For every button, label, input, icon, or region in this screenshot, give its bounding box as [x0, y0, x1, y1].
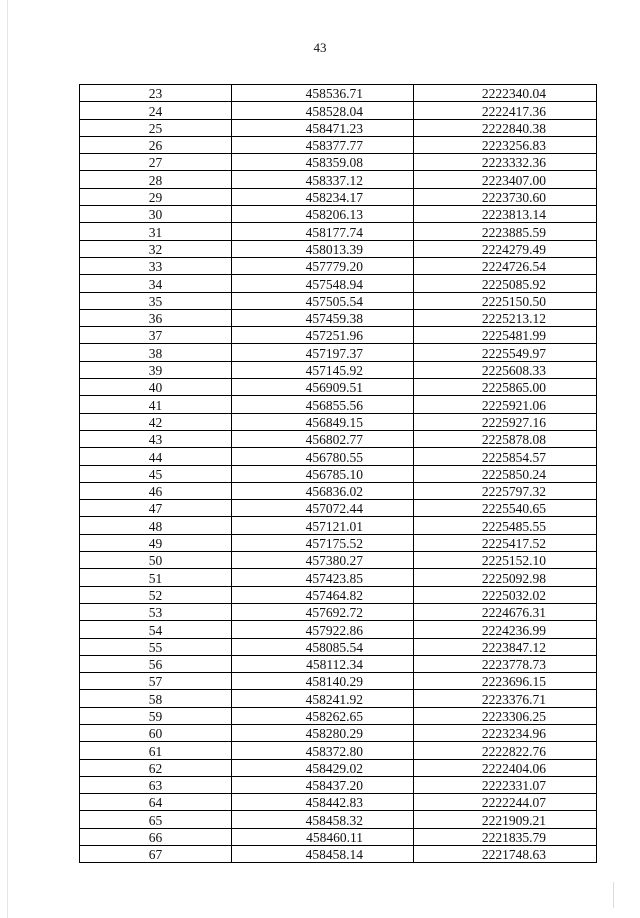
table-row	[80, 603, 597, 620]
table-row	[80, 240, 597, 257]
x-coordinate-cell: 458458.14	[232, 846, 414, 863]
point-number-cell: 65	[80, 811, 232, 828]
x-coordinate-cell: 458337.12	[232, 171, 414, 188]
point-number-cell: 53	[80, 603, 232, 620]
table-row	[80, 846, 597, 863]
x-coordinate-cell: 458437.20	[232, 776, 414, 793]
point-number-cell: 31	[80, 223, 232, 240]
table-row	[80, 517, 597, 534]
point-number-cell: 39	[80, 361, 232, 378]
table-row	[80, 500, 597, 517]
table-row	[80, 396, 597, 413]
table-row	[80, 413, 597, 430]
y-coordinate-cell: 2225921.06	[414, 396, 597, 413]
y-coordinate-cell: 2225213.12	[414, 309, 597, 326]
point-number-cell: 28	[80, 171, 232, 188]
scan-mark	[613, 882, 614, 908]
point-number-cell: 26	[80, 136, 232, 153]
y-coordinate-cell: 2222404.06	[414, 759, 597, 776]
x-coordinate-cell: 457464.82	[232, 586, 414, 603]
x-coordinate-cell: 458241.92	[232, 690, 414, 707]
y-coordinate-cell: 2224676.31	[414, 603, 597, 620]
point-number-cell: 34	[80, 275, 232, 292]
point-number-cell: 57	[80, 673, 232, 690]
table-row	[80, 828, 597, 845]
point-number-cell: 32	[80, 240, 232, 257]
y-coordinate-cell: 2221909.21	[414, 811, 597, 828]
table-row	[80, 85, 597, 102]
y-coordinate-cell: 2224726.54	[414, 257, 597, 274]
point-number-cell: 42	[80, 413, 232, 430]
table-row	[80, 361, 597, 378]
y-coordinate-cell: 2224236.99	[414, 621, 597, 638]
x-coordinate-cell: 457423.85	[232, 569, 414, 586]
y-coordinate-cell: 2225481.99	[414, 327, 597, 344]
x-coordinate-cell: 457548.94	[232, 275, 414, 292]
point-number-cell: 66	[80, 828, 232, 845]
point-number-cell: 41	[80, 396, 232, 413]
y-coordinate-cell: 2225850.24	[414, 465, 597, 482]
x-coordinate-cell: 456785.10	[232, 465, 414, 482]
y-coordinate-cell: 2222244.07	[414, 794, 597, 811]
point-number-cell: 59	[80, 707, 232, 724]
x-coordinate-cell: 456909.51	[232, 379, 414, 396]
y-coordinate-cell: 2225549.97	[414, 344, 597, 361]
x-coordinate-cell: 457505.54	[232, 292, 414, 309]
table-row	[80, 309, 597, 326]
table-row	[80, 448, 597, 465]
x-coordinate-cell: 458458.32	[232, 811, 414, 828]
table-row	[80, 621, 597, 638]
table-row	[80, 724, 597, 741]
x-coordinate-cell: 458206.13	[232, 206, 414, 223]
point-number-cell: 54	[80, 621, 232, 638]
x-coordinate-cell: 458377.77	[232, 136, 414, 153]
y-coordinate-cell: 2223376.71	[414, 690, 597, 707]
point-number-cell: 33	[80, 257, 232, 274]
table-row	[80, 534, 597, 551]
table-row	[80, 794, 597, 811]
point-number-cell: 45	[80, 465, 232, 482]
point-number-cell: 67	[80, 846, 232, 863]
point-number-cell: 40	[80, 379, 232, 396]
x-coordinate-cell: 456836.02	[232, 482, 414, 499]
point-number-cell: 61	[80, 742, 232, 759]
table-row	[80, 379, 597, 396]
y-coordinate-cell: 2222840.38	[414, 119, 597, 136]
y-coordinate-cell: 2223813.14	[414, 206, 597, 223]
x-coordinate-cell: 458471.23	[232, 119, 414, 136]
y-coordinate-cell: 2225927.16	[414, 413, 597, 430]
table-row	[80, 707, 597, 724]
y-coordinate-cell: 2225152.10	[414, 552, 597, 569]
x-coordinate-cell: 457072.44	[232, 500, 414, 517]
y-coordinate-cell: 2225854.57	[414, 448, 597, 465]
point-number-cell: 25	[80, 119, 232, 136]
x-coordinate-cell: 457175.52	[232, 534, 414, 551]
x-coordinate-cell: 457380.27	[232, 552, 414, 569]
x-coordinate-cell: 458460.11	[232, 828, 414, 845]
x-coordinate-cell: 457251.96	[232, 327, 414, 344]
y-coordinate-cell: 2225092.98	[414, 569, 597, 586]
x-coordinate-cell: 458429.02	[232, 759, 414, 776]
y-coordinate-cell: 2223847.12	[414, 638, 597, 655]
table-row	[80, 759, 597, 776]
table-row	[80, 154, 597, 171]
x-coordinate-cell: 458177.74	[232, 223, 414, 240]
point-number-cell: 37	[80, 327, 232, 344]
point-number-cell: 38	[80, 344, 232, 361]
coordinates-table-body	[80, 85, 597, 863]
table-row	[80, 136, 597, 153]
x-coordinate-cell: 458112.34	[232, 655, 414, 672]
point-number-cell: 30	[80, 206, 232, 223]
y-coordinate-cell: 2225540.65	[414, 500, 597, 517]
x-coordinate-cell: 458234.17	[232, 188, 414, 205]
y-coordinate-cell: 2223730.60	[414, 188, 597, 205]
table-row	[80, 482, 597, 499]
y-coordinate-cell: 2222331.07	[414, 776, 597, 793]
x-coordinate-cell: 458013.39	[232, 240, 414, 257]
point-number-cell: 36	[80, 309, 232, 326]
x-coordinate-cell: 458262.65	[232, 707, 414, 724]
y-coordinate-cell: 2225797.32	[414, 482, 597, 499]
table-row	[80, 742, 597, 759]
y-coordinate-cell: 2225085.92	[414, 275, 597, 292]
table-row	[80, 257, 597, 274]
y-coordinate-cell: 2225865.00	[414, 379, 597, 396]
x-coordinate-cell: 458359.08	[232, 154, 414, 171]
y-coordinate-cell: 2221835.79	[414, 828, 597, 845]
y-coordinate-cell: 2222417.36	[414, 102, 597, 119]
table-row	[80, 206, 597, 223]
point-number-cell: 29	[80, 188, 232, 205]
point-number-cell: 43	[80, 430, 232, 447]
x-coordinate-cell: 458280.29	[232, 724, 414, 741]
y-coordinate-cell: 2223696.15	[414, 673, 597, 690]
table-row	[80, 569, 597, 586]
x-coordinate-cell: 458442.83	[232, 794, 414, 811]
x-coordinate-cell: 458372.80	[232, 742, 414, 759]
x-coordinate-cell: 457121.01	[232, 517, 414, 534]
point-number-cell: 35	[80, 292, 232, 309]
table-row	[80, 811, 597, 828]
y-coordinate-cell: 2222340.04	[414, 85, 597, 102]
y-coordinate-cell: 2223885.59	[414, 223, 597, 240]
x-coordinate-cell: 456802.77	[232, 430, 414, 447]
x-coordinate-cell: 458528.04	[232, 102, 414, 119]
point-number-cell: 64	[80, 794, 232, 811]
y-coordinate-cell: 2222822.76	[414, 742, 597, 759]
table-row	[80, 552, 597, 569]
y-coordinate-cell: 2224279.49	[414, 240, 597, 257]
table-row	[80, 275, 597, 292]
x-coordinate-cell: 456780.55	[232, 448, 414, 465]
y-coordinate-cell: 2223407.00	[414, 171, 597, 188]
point-number-cell: 23	[80, 85, 232, 102]
table-row	[80, 344, 597, 361]
page-number: 43	[313, 40, 327, 55]
point-number-cell: 51	[80, 569, 232, 586]
point-number-cell: 49	[80, 534, 232, 551]
y-coordinate-cell: 2225032.02	[414, 586, 597, 603]
table-row	[80, 465, 597, 482]
x-coordinate-cell: 456855.56	[232, 396, 414, 413]
point-number-cell: 47	[80, 500, 232, 517]
table-row	[80, 586, 597, 603]
x-coordinate-cell: 457692.72	[232, 603, 414, 620]
point-number-cell: 60	[80, 724, 232, 741]
table-row	[80, 690, 597, 707]
x-coordinate-cell: 457459.38	[232, 309, 414, 326]
x-coordinate-cell: 456849.15	[232, 413, 414, 430]
point-number-cell: 58	[80, 690, 232, 707]
x-coordinate-cell: 457145.92	[232, 361, 414, 378]
y-coordinate-cell: 2225417.52	[414, 534, 597, 551]
point-number-cell: 56	[80, 655, 232, 672]
point-number-cell: 24	[80, 102, 232, 119]
table-row	[80, 119, 597, 136]
x-coordinate-cell: 458140.29	[232, 673, 414, 690]
y-coordinate-cell: 2221748.63	[414, 846, 597, 863]
point-number-cell: 27	[80, 154, 232, 171]
table-row	[80, 430, 597, 447]
y-coordinate-cell: 2225485.55	[414, 517, 597, 534]
scan-edge-line	[7, 0, 8, 918]
y-coordinate-cell: 2223778.73	[414, 655, 597, 672]
y-coordinate-cell: 2223256.83	[414, 136, 597, 153]
table-row	[80, 327, 597, 344]
y-coordinate-cell: 2225150.50	[414, 292, 597, 309]
coordinates-table	[79, 84, 597, 863]
point-number-cell: 48	[80, 517, 232, 534]
x-coordinate-cell: 457922.86	[232, 621, 414, 638]
x-coordinate-cell: 457197.37	[232, 344, 414, 361]
y-coordinate-cell: 2223332.36	[414, 154, 597, 171]
y-coordinate-cell: 2225608.33	[414, 361, 597, 378]
table-row	[80, 292, 597, 309]
table-row	[80, 638, 597, 655]
point-number-cell: 55	[80, 638, 232, 655]
x-coordinate-cell: 457779.20	[232, 257, 414, 274]
point-number-cell: 52	[80, 586, 232, 603]
point-number-cell: 62	[80, 759, 232, 776]
table-row	[80, 171, 597, 188]
x-coordinate-cell: 458536.71	[232, 85, 414, 102]
table-row	[80, 188, 597, 205]
table-row	[80, 655, 597, 672]
y-coordinate-cell: 2225878.08	[414, 430, 597, 447]
y-coordinate-cell: 2223234.96	[414, 724, 597, 741]
point-number-cell: 44	[80, 448, 232, 465]
table-row	[80, 673, 597, 690]
table-row	[80, 102, 597, 119]
point-number-cell: 46	[80, 482, 232, 499]
point-number-cell: 50	[80, 552, 232, 569]
point-number-cell: 63	[80, 776, 232, 793]
y-coordinate-cell: 2223306.25	[414, 707, 597, 724]
table-row	[80, 223, 597, 240]
x-coordinate-cell: 458085.54	[232, 638, 414, 655]
table-row	[80, 776, 597, 793]
